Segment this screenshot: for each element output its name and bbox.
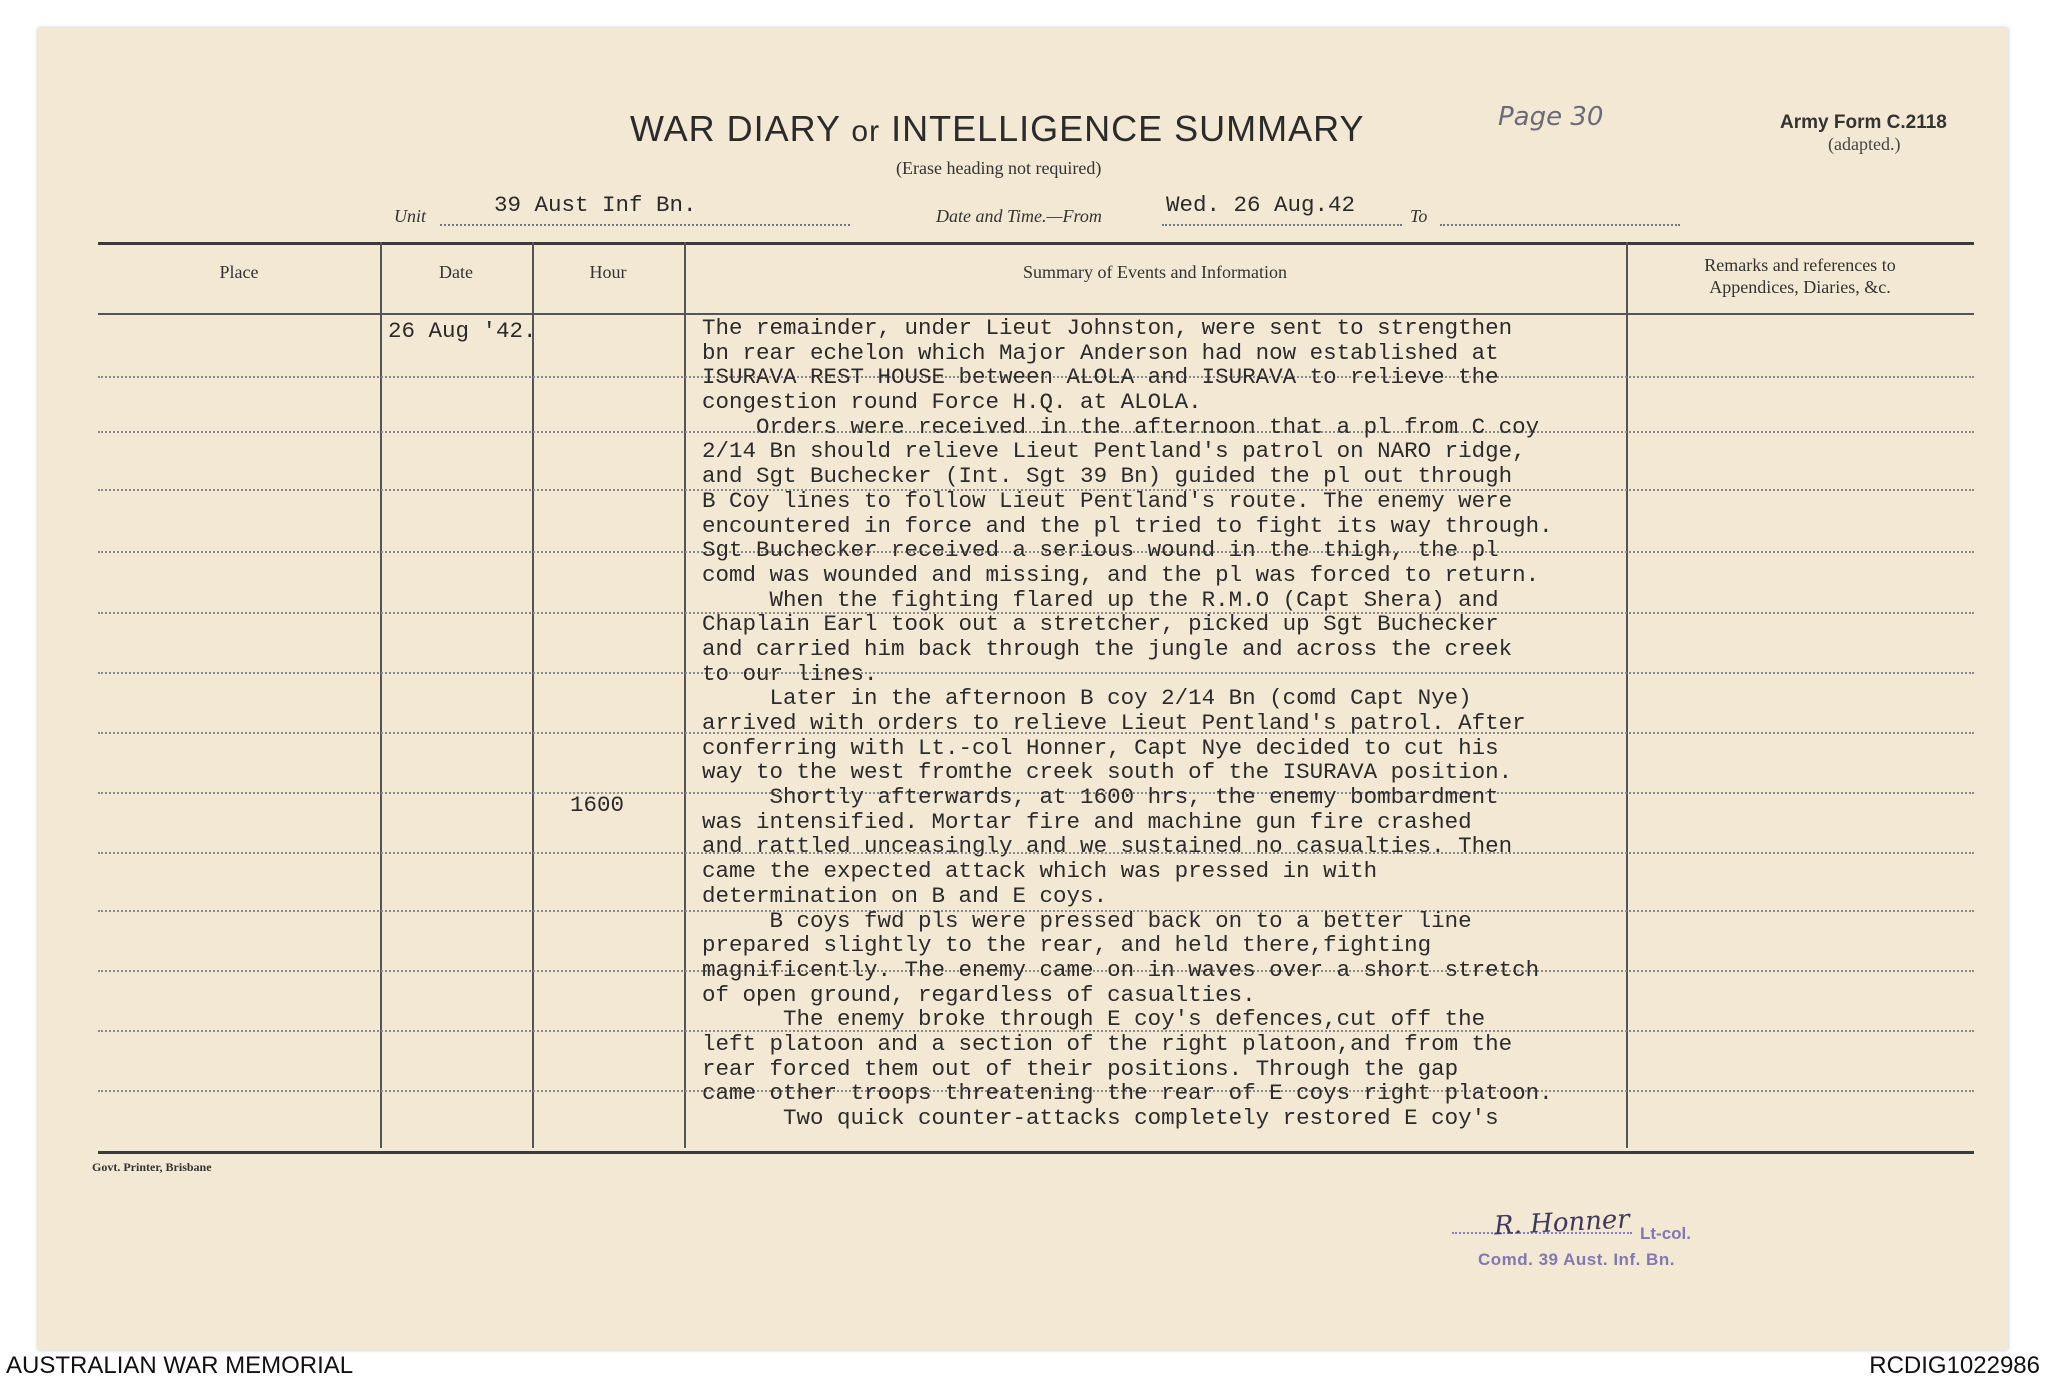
summary-line: bn rear echelon which Major Anderson had now established at [702,339,1499,366]
summary-line: Later in the afternoon B coy 2/14 Bn (comd Capt Nye) [702,685,1472,712]
summary-line: B Coy lines to follow Lieut Pentland's route. The enemy were [702,487,1513,514]
summary-text [702,316,1642,1131]
signature-rank: Lt-col. [1640,1224,1691,1243]
army-form-label [1780,112,1947,134]
title-part2: INTELLIGENCE SUMMARY [891,108,1365,149]
header-remarks-line2: Appendices, Diaries, &c. [1709,277,1891,297]
erase-heading-note: (Erase heading not required) [896,158,1102,178]
unit-value: 39 Aust Inf Bn. [494,192,697,218]
date-dotline [1162,224,1402,226]
summary-line: congestion round Force H.Q. at ALOLA. [702,389,1202,416]
header-remarks-line1: Remarks and references to [1704,255,1896,275]
summary-line: The remainder, under Lieut Johnston, were sent to strengthen [702,315,1513,341]
unit-dotline [440,224,850,226]
summary-line: was intensified. Mortar fire and machine gun fire crashed [702,808,1472,835]
army-form-text: Army Form [1780,112,1882,133]
archive-caption: AUSTRALIAN WAR MEMORIAL [6,1352,354,1379]
summary-line: encountered in force and the pl tried to fight its way through. [702,512,1553,539]
entry-date: 26 Aug '42. [388,318,537,344]
summary-line: to our lines. [702,660,878,687]
summary-line: B coys fwd pls were pressed back on to a better line [702,907,1472,934]
summary-line: ISURAVA REST HOUSE between ALOLA and ISURAVA to relieve the [702,364,1499,391]
summary-line: and rattled unceasingly and we sustained no casualties. Then [702,833,1513,860]
army-form-adapted: (adapted.) [1828,134,1901,154]
summary-line: came other troops threatening the rear of E coys right platoon. [702,1080,1553,1107]
summary-line: and Sgt Buchecker (Int. Sgt 39 Bn) guided the pl out through [702,463,1513,490]
form-title [630,108,1365,150]
page-number-note: Page 30 [1498,102,1604,132]
header-date: Date [439,262,473,282]
summary-line: of open ground, regardless of casualties. [702,981,1256,1008]
header-hour: Hour [589,262,627,282]
command-stamp: Comd. 39 Aust. Inf. Bn. [1478,1250,1675,1269]
summary-line: arrived with orders to relieve Lieut Pentland's patrol. After [702,710,1526,736]
summary-line: 2/14 Bn should relieve Lieut Pentland's patrol on NARO ridge, [702,438,1526,465]
summary-line: left platoon and a section of the right platoon,and from the [702,1030,1513,1057]
title-or: or [851,115,881,148]
archive-id: RCDIG1022986 [1869,1352,2040,1379]
summary-line: conferring with Lt.-col Honner, Capt Nye decided to cut his [702,734,1499,761]
summary-line: rear forced them out of their positions. Through the gap [702,1055,1459,1082]
summary-line: prepared slightly to the rear, and held there,fighting [702,932,1432,959]
header-summary: Summary of Events and Information [1023,262,1287,282]
title-part1: WAR DIARY [630,108,841,149]
summary-line: Chaplain Earl took out a stretcher, picked up Sgt Buchecker [702,611,1499,638]
printer-credit: Govt. Printer, Brisbane [92,1160,212,1174]
summary-line: came the expected attack which was pressed in with [702,858,1378,885]
to-label: To [1410,206,1428,226]
summary-line: comd was wounded and missing, and the pl was forced to return. [702,561,1540,588]
summary-line: When the fighting flared up the R.M.O (Capt Shera) and [702,586,1499,613]
summary-line: determination on B and E coys. [702,882,1108,909]
summary-line: and carried him back through the jungle and across the creek [702,635,1513,662]
summary-line: Two quick counter-attacks completely restored E coy's [702,1105,1499,1131]
summary-line: Shortly afterwards, at 1600 hrs, the enemy bombardment [702,784,1499,811]
summary-line: magnificently. The enemy came on in waves over a short stretch [702,956,1540,983]
summary-line: The enemy broke through E coy's defences,cut off the [702,1006,1486,1033]
unit-label: Unit [394,206,427,226]
summary-line: Orders were received in the afternoon that a pl from C coy [702,413,1540,440]
date-time-label: Date and Time.—From [936,206,1102,226]
header-remarks [1626,254,1974,298]
summary-line: way to the west fromthe creek south of the ISURAVA position. [702,759,1513,786]
summary-line: Sgt Buchecker received a serious wound in the thigh, the pl [702,537,1499,564]
signature: R. Honner [1493,1204,1631,1242]
date-time-value: Wed. 26 Aug.42 [1166,192,1356,218]
to-dotline [1440,224,1680,226]
header-place: Place [219,262,259,282]
army-form-code: C.2118 [1886,112,1947,133]
entry-hour: 1600 [570,792,625,818]
